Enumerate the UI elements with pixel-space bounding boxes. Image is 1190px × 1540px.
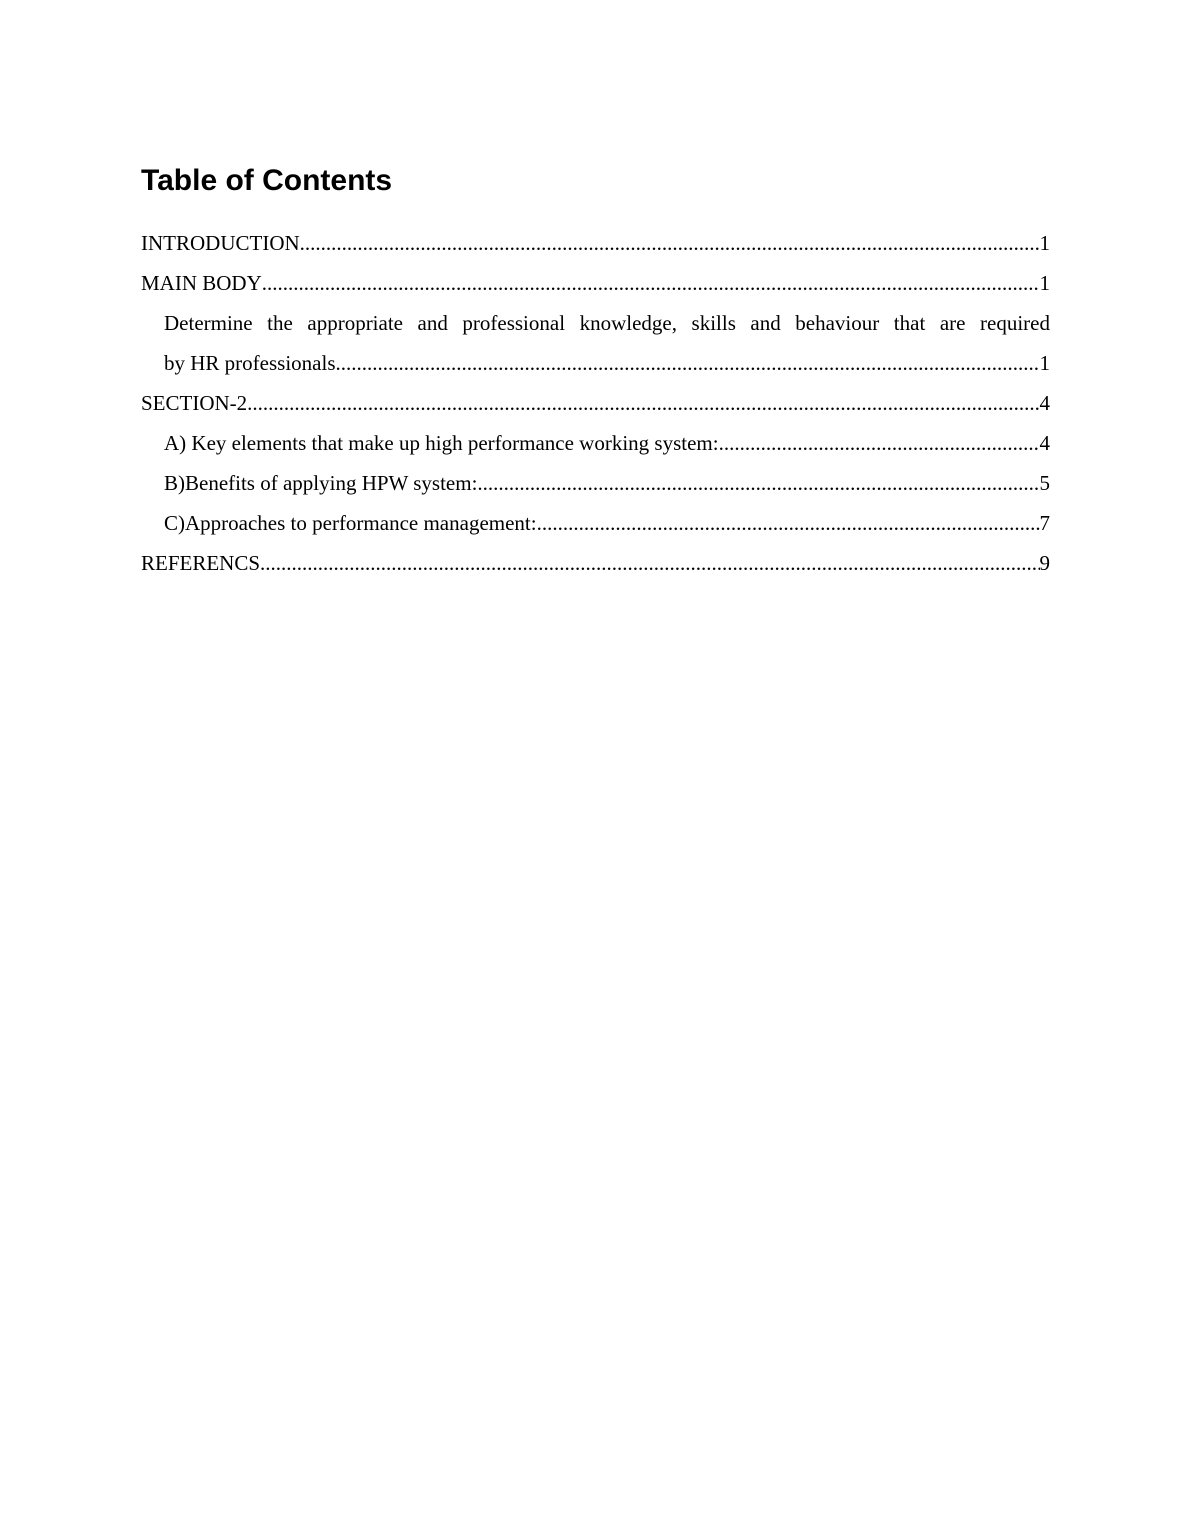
dot-leader [477, 463, 1039, 503]
toc-entry-benefits-hpw[interactable] [141, 463, 1050, 503]
toc-entry-label-line-2: by HR professionals [164, 351, 336, 375]
toc-entry-main-body[interactable] [141, 263, 1050, 303]
toc-entry-page-number: 9 [1039, 551, 1050, 575]
toc-entry-introduction[interactable] [141, 223, 1050, 263]
toc-entry-determine-knowledge-skills[interactable] [141, 303, 1050, 383]
table-of-contents [141, 223, 1050, 583]
dot-leader [247, 383, 1039, 423]
toc-entry-label: A) Key elements that make up high performance working system: [164, 431, 719, 455]
dot-leader [537, 503, 1040, 543]
dot-leader [262, 263, 1040, 303]
toc-entry-page-number: 5 [1039, 471, 1050, 495]
toc-entry-label: B)Benefits of applying HPW system: [164, 471, 478, 495]
toc-entry-page-number: 1 [1039, 271, 1050, 295]
toc-entry-page-number: 4 [1039, 391, 1050, 415]
toc-entry-label: REFERENCS [141, 551, 261, 575]
toc-title: Table of Contents [141, 164, 393, 197]
dot-leader [260, 543, 1039, 583]
toc-entry-label-line-1: Determine the appropriate and professional knowledge, skills and behaviour that are required [164, 311, 1050, 335]
dot-leader [300, 223, 1040, 263]
toc-entry-label: INTRODUCTION [141, 231, 300, 255]
toc-entry-references[interactable] [141, 543, 1050, 583]
dot-leader [719, 423, 1040, 463]
toc-entry-label: C)Approaches to performance management: [164, 511, 537, 535]
toc-entry-label: MAIN BODY [141, 271, 262, 295]
toc-entry-page-number: 1 [1039, 351, 1050, 375]
toc-entry-label: SECTION-2 [141, 391, 248, 415]
toc-entry-page-number: 1 [1039, 231, 1050, 255]
dot-leader [336, 343, 1040, 383]
toc-entry-page-number: 7 [1039, 511, 1050, 535]
toc-entry-key-elements-hpws[interactable] [141, 423, 1050, 463]
toc-entry-performance-management[interactable] [141, 503, 1050, 543]
toc-entry-page-number: 4 [1039, 431, 1050, 455]
toc-entry-section-2[interactable] [141, 383, 1050, 423]
